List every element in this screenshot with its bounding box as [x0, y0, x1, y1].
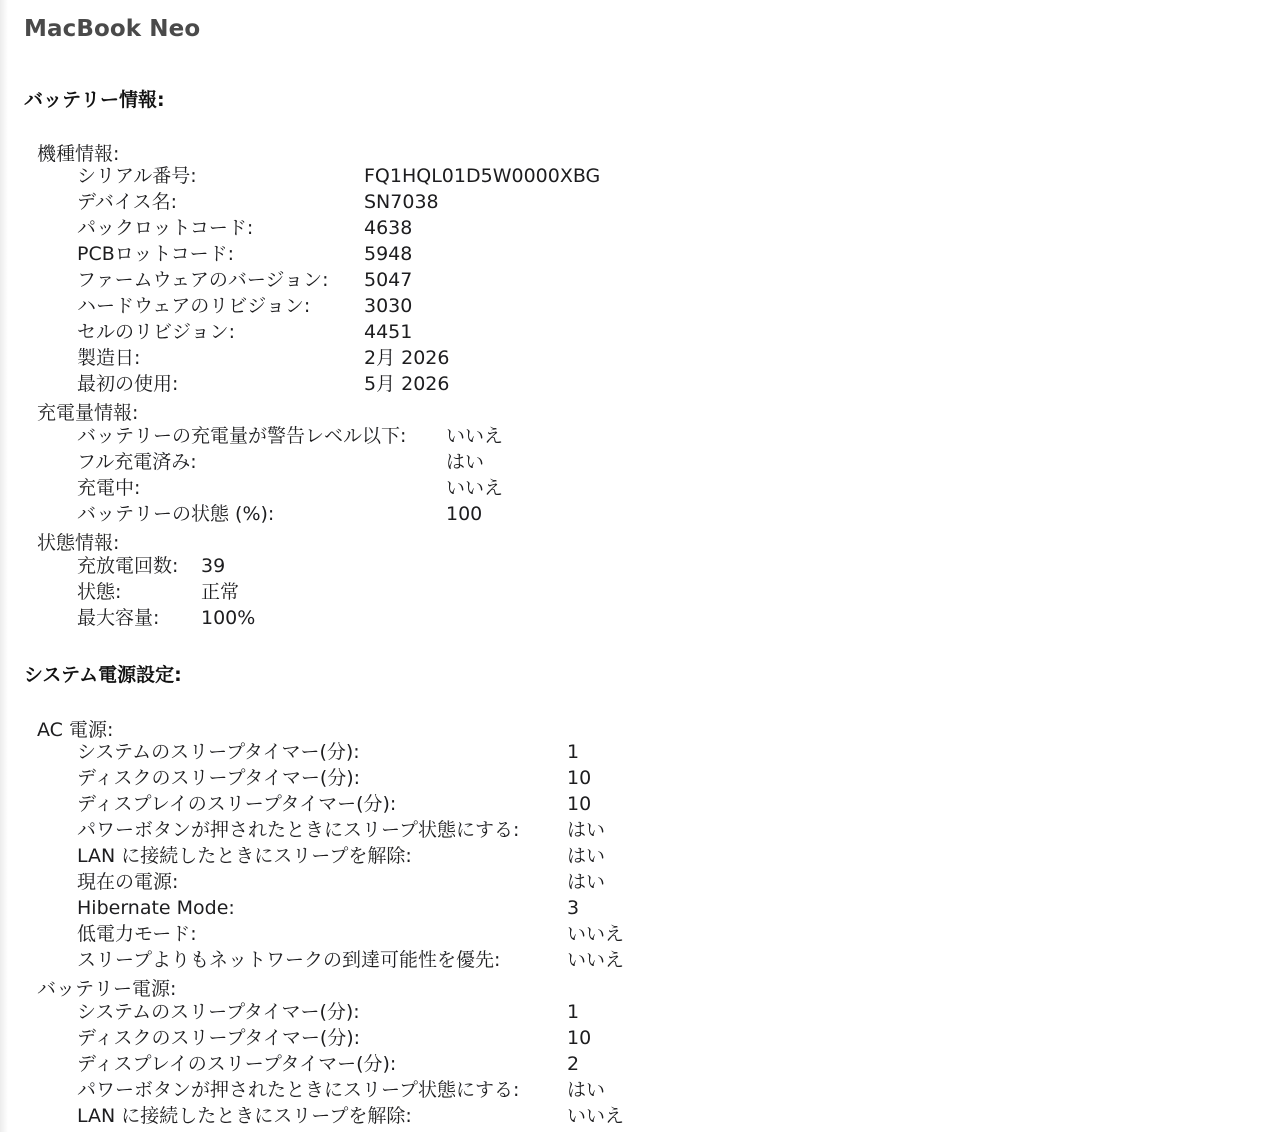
info-value: 3030	[364, 295, 413, 317]
info-label: LAN に接続したときにスリープを解除:	[77, 845, 412, 867]
info-value: 1	[567, 741, 580, 763]
info-row	[0, 371, 1264, 397]
info-value: 1	[567, 1001, 580, 1023]
info-row	[0, 921, 1264, 947]
info-label: Hibernate Mode:	[77, 897, 235, 919]
info-value: 100	[446, 503, 483, 525]
info-value: 5948	[364, 243, 413, 265]
info-label: 製造日:	[77, 347, 141, 369]
info-value: 39	[201, 555, 226, 577]
info-label: ディスクのスリープタイマー(分):	[77, 1027, 361, 1049]
info-row	[0, 999, 1264, 1025]
info-row	[0, 1103, 1264, 1129]
info-label: パワーボタンが押されたときにスリープ状態にする:	[77, 1079, 520, 1101]
info-row	[0, 895, 1264, 921]
info-label: PCBロットコード:	[77, 243, 235, 265]
info-label: フル充電済み:	[77, 451, 197, 473]
info-label: スリープよりもネットワークの到達可能性を優先:	[77, 949, 501, 971]
info-value: FQ1HQL01D5W0000XBG	[364, 165, 601, 187]
info-value: 3	[567, 897, 580, 919]
info-label: LAN に接続したときにスリープを解除:	[77, 1105, 412, 1127]
info-value: いいえ	[446, 425, 504, 447]
info-value: いいえ	[567, 1105, 625, 1127]
info-row	[0, 319, 1264, 345]
info-row	[0, 765, 1264, 791]
info-row	[0, 605, 1264, 631]
info-value: 2月 2026	[364, 347, 450, 369]
info-value: 10	[567, 767, 592, 789]
info-row	[0, 241, 1264, 267]
model-info-heading: 機種情報:	[37, 143, 120, 165]
info-value: 5047	[364, 269, 413, 291]
info-row	[0, 345, 1264, 371]
info-row	[0, 817, 1264, 843]
info-value: 10	[567, 793, 592, 815]
info-row	[0, 739, 1264, 765]
ac-power-heading: AC 電源:	[37, 719, 114, 741]
info-label: システムのスリープタイマー(分):	[77, 741, 360, 763]
info-value: はい	[567, 1079, 606, 1101]
power-settings-heading: システム電源設定:	[24, 664, 182, 686]
info-value: SN7038	[364, 191, 439, 213]
info-label: デバイス名:	[77, 191, 178, 213]
info-row	[0, 267, 1264, 293]
info-value: 4451	[364, 321, 413, 343]
info-label: ディスクのスリープタイマー(分):	[77, 767, 361, 789]
info-row	[0, 843, 1264, 869]
info-row	[0, 1025, 1264, 1051]
info-label: パックロットコード:	[77, 217, 254, 239]
info-value: 10	[567, 1027, 592, 1049]
info-label: ファームウェアのバージョン:	[77, 269, 329, 291]
info-row	[0, 1051, 1264, 1077]
charge-info-heading: 充電量情報:	[37, 402, 139, 424]
battery-info-heading: バッテリー情報:	[24, 89, 165, 111]
info-value: はい	[567, 819, 606, 841]
info-value: 正常	[201, 581, 240, 603]
info-value: 100%	[201, 607, 256, 629]
info-label: ディスプレイのスリープタイマー(分):	[77, 1053, 397, 1075]
info-label: 低電力モード:	[77, 923, 197, 945]
info-row	[0, 423, 1264, 449]
info-label: 充放電回数:	[77, 555, 179, 577]
info-row	[0, 579, 1264, 605]
info-label: バッテリーの充電量が警告レベル以下:	[77, 425, 407, 447]
info-row	[0, 189, 1264, 215]
info-value: はい	[567, 871, 606, 893]
info-label: 充電中:	[77, 477, 141, 499]
info-label: シリアル番号:	[77, 165, 197, 187]
page-title: MacBook Neo	[24, 16, 201, 42]
info-value: いいえ	[446, 477, 504, 499]
info-label: ハードウェアのリビジョン:	[77, 295, 311, 317]
info-row	[0, 449, 1264, 475]
info-value: いいえ	[567, 923, 625, 945]
info-label: ディスプレイのスリープタイマー(分):	[77, 793, 397, 815]
info-label: セルのリビジョン:	[77, 321, 236, 343]
info-value: 2	[567, 1053, 580, 1075]
info-label: バッテリーの状態 (%):	[77, 503, 275, 525]
info-value: いいえ	[567, 949, 625, 971]
battery-power-heading: バッテリー電源:	[37, 978, 177, 1000]
info-value: はい	[567, 845, 606, 867]
info-row	[0, 791, 1264, 817]
info-row	[0, 163, 1264, 189]
info-row	[0, 947, 1264, 973]
info-value: 4638	[364, 217, 413, 239]
info-row	[0, 501, 1264, 527]
info-row	[0, 475, 1264, 501]
info-label: 最大容量:	[77, 607, 160, 629]
info-value: はい	[446, 451, 485, 473]
info-row	[0, 215, 1264, 241]
info-row	[0, 869, 1264, 895]
info-row	[0, 293, 1264, 319]
info-label: システムのスリープタイマー(分):	[77, 1001, 360, 1023]
info-label: 最初の使用:	[77, 373, 179, 395]
info-label: パワーボタンが押されたときにスリープ状態にする:	[77, 819, 520, 841]
info-row	[0, 553, 1264, 579]
info-label: 現在の電源:	[77, 871, 179, 893]
info-value: 5月 2026	[364, 373, 450, 395]
health-info-heading: 状態情報:	[37, 532, 120, 554]
info-label: 状態:	[77, 581, 122, 603]
info-row	[0, 1077, 1264, 1103]
